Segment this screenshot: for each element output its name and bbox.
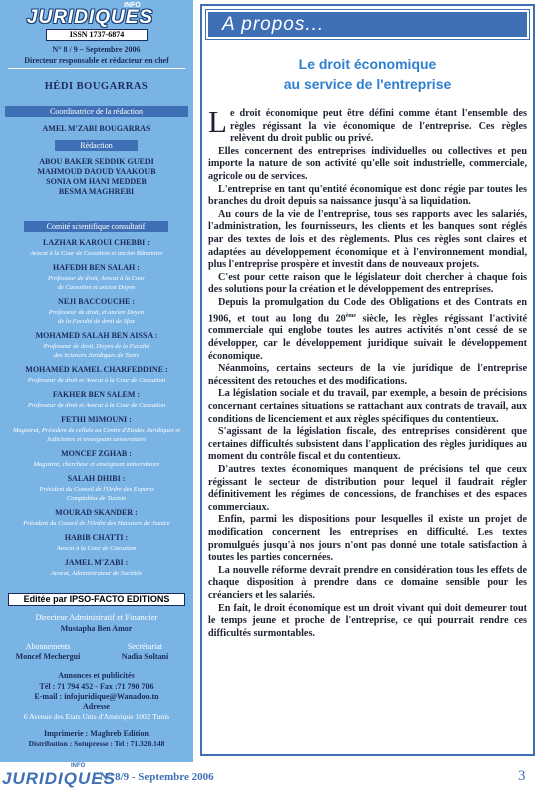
article-body <box>208 104 527 640</box>
article-paragraph: La législation sociale et du travail, par exemple, a besoin de précisions concernant certaines situations se rattachant aux contrats de travail, aux conditions de licenciement et aux règles spécifiques du contentieux. <box>208 388 527 425</box>
article-paragraph: Enfin, parmi les dispositions pour lesquelles il existe un projet de modification concernent les entreprises en difficulté. Les textes promulgués jusqu'à nos jours n'ont pas donné une totale satisfaction à toutes les parties concernées. <box>208 514 527 564</box>
article-paragraph: Néanmoins, certains secteurs de la vie juridique de l'entreprise nécessitent des retouches et des modifications. <box>208 363 527 387</box>
redaction-member: SONIA OM HANI MEDDEB <box>46 177 147 186</box>
committee-member-name: HABIB CHATTI : <box>64 533 129 542</box>
logo-info-text: INFO <box>124 2 141 9</box>
issn-box: ISSN 1737-6874 <box>46 29 148 41</box>
editorial-article <box>200 4 535 756</box>
redaction-member: MAHMOUD DAOUD YAAKOUB <box>37 167 156 176</box>
footer-logo-info: INFO <box>71 763 86 769</box>
committee-member-role: Avocat à la Cour de Cassation et ancien Bâtonnier <box>30 250 163 257</box>
paragraph-text: e droit économique peut être défini comme étant l'ensemble des règles régissant la vie économique de l'entreprise. Ces règles relèvent du droit public ou privé. <box>229 108 527 145</box>
director-name: HÉDI BOUGARRAS <box>44 81 149 92</box>
section-banner-text: A propos... <box>222 14 325 35</box>
article-title-line2: au service de l'entreprise <box>283 76 452 92</box>
committee-member-name: SALAH DHIBI : <box>67 474 126 483</box>
committee-member-role: Professeur de droit, Avocat à la Cour <box>47 275 146 282</box>
article-paragraph: En fait, le droit économique est un droit vivant qui doit demeurer tout le temps jeune et proche de l'entreprise, ce qui pourrait rendre ces difficultés surmontables. <box>208 602 527 639</box>
coordination-heading: Coordinatrice de la rédaction <box>5 106 188 117</box>
secretariat-role: Secrétariat <box>127 642 163 651</box>
committee-member-role: des Sciences Juridiques de Tunis <box>53 352 140 359</box>
committee-member-role: Professeur de droit et Avocat à la Cour de Cassation <box>27 377 166 384</box>
committee-member-name: HAFEDH BEN SALAH : <box>53 263 140 272</box>
article-paragraph <box>208 104 527 146</box>
issue-number: N° 8 / 9 – Septembre 2006 <box>52 45 141 54</box>
distribution-info: Distribution : Sotupresse : Tel : 71.320.148 <box>28 739 165 748</box>
committee-member-role: Avocat, Administrateur de Sociétés <box>51 570 142 577</box>
article-paragraph: L'entreprise en tant qu'entité économique est donc régie par toutes les branches du droit depuis sa naissance jusqu'à sa liquidation. <box>208 183 527 208</box>
redaction-heading: Rédaction <box>55 140 138 151</box>
committee-member-name: FETHI MIMOUNI : <box>61 415 132 424</box>
committee-member-name: MOHAMED SALAH BEN AISSA : <box>35 331 158 340</box>
committee-member-role: Avocat à la Cour de Cassation <box>56 545 137 552</box>
masthead-sidebar <box>0 0 193 762</box>
page-number: 3 <box>518 768 526 784</box>
section-banner <box>206 10 529 39</box>
admin-role: Directeur Administratif et Financier <box>35 612 158 622</box>
committee-member-role: Professeur de droit, et ancien Doyen <box>48 309 145 316</box>
committee-member-role: Professeur de droit, Doyen de la Faculté <box>43 343 150 350</box>
committee-member-role: Judiciaires et enseignant universitaire <box>46 436 147 443</box>
redaction-member: ABOU BAKER SEDDIK GUEDI <box>39 157 154 166</box>
redaction-member: BESMA MAGHREBI <box>58 187 135 196</box>
committee-member-name: JAMEL M'ZABI : <box>64 558 129 567</box>
article-paragraph: Elles concernent des entreprises individuelles ou collectives et peu importe la nature de son activité qu'elle soit industrielle, commerciale, agricole ou de services. <box>208 145 527 182</box>
committee-member-role: Président du Conseil de l'Ordre des Huissiers de Justice <box>23 520 170 527</box>
footer-logo-word: JURIDIQUES <box>2 769 116 788</box>
coordination-name: AMEL M'ZABI BOUGARRAS <box>42 124 151 133</box>
phone-fax: Tél : 71 794 452 - Fax :71 790 706 <box>39 682 154 691</box>
subscriptions-role: Abonnements <box>25 642 71 651</box>
secretariat-name: Nadia Soltani <box>121 652 169 661</box>
committee-member-role: Professeur de droit et Avocat à la Cour de Cassation <box>27 402 166 409</box>
committee-member-role: de la Faculté de droit de Sfax <box>58 318 135 325</box>
journal-logo <box>20 2 160 32</box>
drop-cap: L <box>208 104 227 139</box>
article-paragraph: C'est pour cette raison que le législateur doit chercher à chaque fois des solutions pour la création et le développement des entreprises. <box>208 271 527 296</box>
director-role: Directeur responsable et rédacteur en chef <box>24 56 169 65</box>
email-address: E-mail : infojuridique@Wanadoo.tn <box>34 692 159 701</box>
article-paragraph: Depuis la promulgation du Code des Obligations et des Contrats en 1906, et tout au long du 20ème siècle, les règles régissant l'activité commerciale qui englobe toutes les autres activités n'ont cessé de se développer, car le développement juridique suivait le développement économique. <box>208 296 527 362</box>
ads-heading: Annonces et publicités <box>58 671 135 680</box>
article-paragraph: Au cours de la vie de l'entreprise, tous ses rapports avec les salariés, l'administration, les fournisseurs, les clients et les banques sont réglés par des textes de lois et des règlements. Plus ces règles sont claires et adaptées au développement économique et à l'environnement mondial, plus l'entreprise prospère et investit dans de nouveaux projets. <box>208 208 527 271</box>
committee-heading: Comité scientifique consultatif <box>24 221 168 232</box>
divider <box>8 68 185 69</box>
committee-member-role: Magistrat, chercheur et enseignant universitaire <box>33 461 160 468</box>
subscriptions-name: Moncef Mechergui <box>15 652 81 661</box>
committee-member-role: Président du Conseil de l'Ordre des Experts <box>39 486 154 493</box>
postal-address: 6 Avenue des Etats Unis d'Amérique 1002 Tunis <box>23 712 170 721</box>
committee-member-name: LAZHAR KAROUI CHEBBI : <box>43 238 150 247</box>
committee-member-name: MONCEF ZGHAB : <box>61 449 132 458</box>
article-title-line1: Le droit économique <box>298 56 437 72</box>
article-paragraph: La nouvelle réforme devrait prendre en considération tous les effets de chaque disposition à prendre dans ce domaine sensible pour les créanciers et les salariés. <box>208 564 527 601</box>
logo-word-text: JURIDIQUES <box>26 7 154 28</box>
admin-name: Mustapha Ben Amor <box>60 624 133 633</box>
committee-member-role: Magistrat, Président de cellule au Centre d'Etudes Juridiques et <box>12 427 181 434</box>
article-paragraph: D'autres textes économiques manquent de précisions tel que ceux régissant le secteur de distribution pour lequel il faudrait régler définitivement les régimes de concessions, de franchises et des espaces commerciaux. <box>208 464 527 513</box>
committee-member-name: MOHAMED KAMEL CHARFEDDINE : <box>25 365 168 374</box>
edition-box: Editée par IPSO-FACTO EDITIONS <box>8 593 185 606</box>
committee-member-role: Comptables de Tunisie <box>66 495 127 502</box>
printing-info: Imprimerie : Maghreb Edition <box>44 729 149 738</box>
article-paragraph: S'agissant de la législation fiscale, des entreprises considèrent que certaines difficultés subsistent dans l'application des règles juridiques au moment du contrôle fiscal et du contentieux. <box>208 426 527 463</box>
committee-member-name: NEJI BACCOUCHE : <box>58 297 135 306</box>
footer-issue: N° 8/9 - Septembre 2006 <box>100 771 214 783</box>
address-label: Adresse <box>83 702 110 711</box>
committee-member-name: FAKHER BEN SALEM : <box>52 390 141 399</box>
committee-member-role: de Cassation et ancien Doyen <box>57 284 136 291</box>
committee-member-name: MOURAD SKANDER : <box>55 508 138 517</box>
